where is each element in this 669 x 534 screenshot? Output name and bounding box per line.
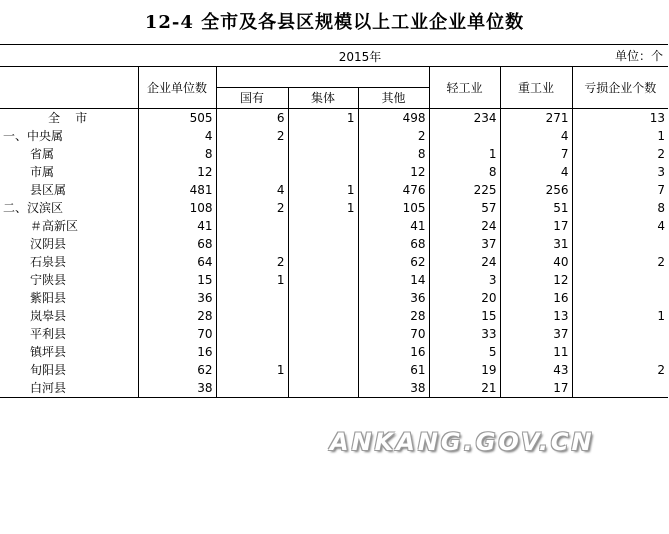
cell-collective	[288, 163, 358, 181]
cell-total: 64	[138, 253, 216, 271]
cell-light: 57	[429, 199, 500, 217]
cell-state: 2	[216, 127, 288, 145]
table-row	[0, 163, 668, 181]
row-name: 岚皋县	[0, 307, 138, 325]
unit-label: 单位：个	[614, 49, 663, 63]
row-name: 省属	[0, 145, 138, 163]
header-state-owned: 国有	[216, 88, 288, 109]
header-other: 其他	[358, 88, 429, 109]
cell-other: 68	[358, 235, 429, 253]
watermark: ANKANG.GOV.CN	[330, 428, 595, 456]
cell-other: 38	[358, 379, 429, 398]
cell-total: 505	[138, 109, 216, 128]
cell-state	[216, 325, 288, 343]
cell-state	[216, 289, 288, 307]
cell-light: 225	[429, 181, 500, 199]
cell-state	[216, 235, 288, 253]
cell-heavy: 51	[500, 199, 572, 217]
cell-other: 476	[358, 181, 429, 199]
cell-other: 2	[358, 127, 429, 145]
cell-heavy: 12	[500, 271, 572, 289]
row-name: 白河县	[0, 379, 138, 398]
header-ownership-group	[216, 67, 429, 88]
cell-state: 2	[216, 253, 288, 271]
cell-other: 8	[358, 145, 429, 163]
cell-light: 1	[429, 145, 500, 163]
row-name: ＃高新区	[0, 217, 138, 235]
table-row	[0, 127, 668, 145]
cell-loss	[572, 235, 668, 253]
header-enterprises: 企业单位数	[138, 67, 216, 109]
cell-collective	[288, 127, 358, 145]
cell-heavy: 11	[500, 343, 572, 361]
cell-other: 36	[358, 289, 429, 307]
cell-loss: 7	[657, 183, 666, 197]
table-row	[0, 271, 668, 289]
cell-loss: 3	[657, 165, 666, 179]
cell-collective	[288, 361, 358, 379]
cell-other: 62	[358, 253, 429, 271]
table-row	[0, 343, 668, 361]
table-row	[0, 361, 668, 379]
table-row	[0, 181, 668, 199]
header-loss-count: 亏损企业个数	[572, 67, 668, 109]
cell-total: 16	[138, 343, 216, 361]
row-name: 石泉县	[0, 253, 138, 271]
cell-other: 61	[358, 361, 429, 379]
cell-light: 24	[429, 217, 500, 235]
cell-collective	[288, 253, 358, 271]
table-title: 12-4 全市及各县区规模以上工业企业单位数	[144, 12, 525, 33]
table-row	[0, 145, 668, 163]
cell-heavy: 43	[500, 361, 572, 379]
cell-other: 28	[358, 307, 429, 325]
cell-heavy: 37	[500, 325, 572, 343]
cell-light: 15	[429, 307, 500, 325]
cell-light: 5	[429, 343, 500, 361]
cell-loss: 13	[572, 109, 668, 128]
cell-loss: 4	[657, 219, 666, 233]
cell-loss: 2	[657, 147, 666, 161]
cell-state: 2	[216, 199, 288, 217]
cell-heavy: 17	[500, 217, 572, 235]
cell-collective	[288, 235, 358, 253]
cell-collective	[288, 271, 358, 289]
cell-loss	[572, 325, 668, 343]
cell-loss: 2	[657, 255, 666, 269]
cell-state	[216, 379, 288, 398]
header-collective: 集体	[288, 88, 358, 109]
header-heavy-industry: 重工业	[500, 67, 572, 109]
table-row	[0, 325, 668, 343]
table-row	[0, 379, 668, 398]
cell-heavy: 16	[500, 289, 572, 307]
table-row	[0, 199, 668, 217]
cell-heavy: 4	[500, 127, 572, 145]
cell-total: 41	[138, 217, 216, 235]
cell-state: 6	[216, 109, 288, 128]
row-name: 汉阴县	[0, 235, 138, 253]
table-row	[0, 307, 668, 325]
cell-total: 38	[138, 379, 216, 398]
cell-loss: 2	[657, 363, 666, 377]
cell-light: 33	[429, 325, 500, 343]
table-row	[0, 253, 668, 271]
cell-collective	[288, 343, 358, 361]
cell-total: 28	[138, 307, 216, 325]
cell-light: 19	[429, 361, 500, 379]
cell-state	[216, 163, 288, 181]
cell-heavy: 17	[500, 379, 572, 398]
cell-total: 12	[138, 163, 216, 181]
table-row	[0, 289, 668, 307]
cell-light: 234	[429, 109, 500, 128]
row-name: 紫阳县	[0, 289, 138, 307]
cell-light: 8	[429, 163, 500, 181]
cell-light: 20	[429, 289, 500, 307]
cell-loss: 1	[657, 129, 666, 143]
row-name: 宁陕县	[0, 271, 138, 289]
cell-heavy: 256	[500, 181, 572, 199]
cell-heavy: 40	[500, 253, 572, 271]
cell-heavy: 271	[500, 109, 572, 128]
cell-total: 4	[138, 127, 216, 145]
row-name: 二、汉滨区	[0, 199, 138, 217]
cell-total: 70	[138, 325, 216, 343]
cell-other: 41	[358, 217, 429, 235]
cell-heavy: 4	[500, 163, 572, 181]
header-light-industry: 轻工业	[429, 67, 500, 109]
cell-state: 1	[216, 271, 288, 289]
cell-total: 8	[138, 145, 216, 163]
cell-collective	[288, 289, 358, 307]
cell-loss	[572, 343, 668, 361]
cell-state: 1	[216, 361, 288, 379]
cell-light	[429, 127, 500, 145]
cell-total: 481	[138, 181, 216, 199]
cell-loss: 1	[657, 309, 666, 323]
cell-light: 3	[429, 271, 500, 289]
cell-heavy: 13	[500, 307, 572, 325]
cell-collective	[288, 325, 358, 343]
row-name: 县区属	[0, 181, 138, 199]
cell-other: 16	[358, 343, 429, 361]
cell-state	[216, 145, 288, 163]
cell-loss: 8	[657, 201, 666, 215]
cell-state	[216, 343, 288, 361]
row-name: 镇坪县	[0, 343, 138, 361]
cell-state	[216, 217, 288, 235]
cell-state	[216, 307, 288, 325]
cell-total: 62	[138, 361, 216, 379]
cell-light: 24	[429, 253, 500, 271]
row-name: 一、中央属	[0, 127, 138, 145]
cell-total: 15	[138, 271, 216, 289]
cell-light: 21	[429, 379, 500, 398]
cell-light: 37	[429, 235, 500, 253]
cell-other: 498	[358, 109, 429, 128]
cell-collective: 1	[288, 199, 358, 217]
row-name: 全 市	[0, 109, 138, 128]
cell-other: 14	[358, 271, 429, 289]
cell-heavy: 31	[500, 235, 572, 253]
header-name-cell	[0, 67, 138, 109]
row-name: 平利县	[0, 325, 138, 343]
cell-collective	[288, 145, 358, 163]
row-name: 市属	[0, 163, 138, 181]
title-divider	[0, 44, 668, 45]
year-label: 2015年	[338, 50, 382, 64]
cell-other: 105	[358, 199, 429, 217]
cell-collective	[288, 217, 358, 235]
cell-collective: 1	[288, 109, 358, 128]
cell-loss	[572, 379, 668, 398]
table-row	[0, 217, 668, 235]
cell-other: 12	[358, 163, 429, 181]
row-name: 旬阳县	[0, 361, 138, 379]
cell-loss	[572, 289, 668, 307]
cell-total: 108	[138, 199, 216, 217]
cell-heavy: 7	[500, 145, 572, 163]
table-row	[0, 235, 668, 253]
statistics-table	[0, 66, 668, 398]
cell-loss	[572, 271, 668, 289]
table-row	[0, 109, 668, 128]
cell-collective	[288, 307, 358, 325]
cell-total: 68	[138, 235, 216, 253]
cell-collective	[288, 379, 358, 398]
cell-collective: 1	[288, 181, 358, 199]
cell-state: 4	[216, 181, 288, 199]
cell-total: 36	[138, 289, 216, 307]
cell-other: 70	[358, 325, 429, 343]
